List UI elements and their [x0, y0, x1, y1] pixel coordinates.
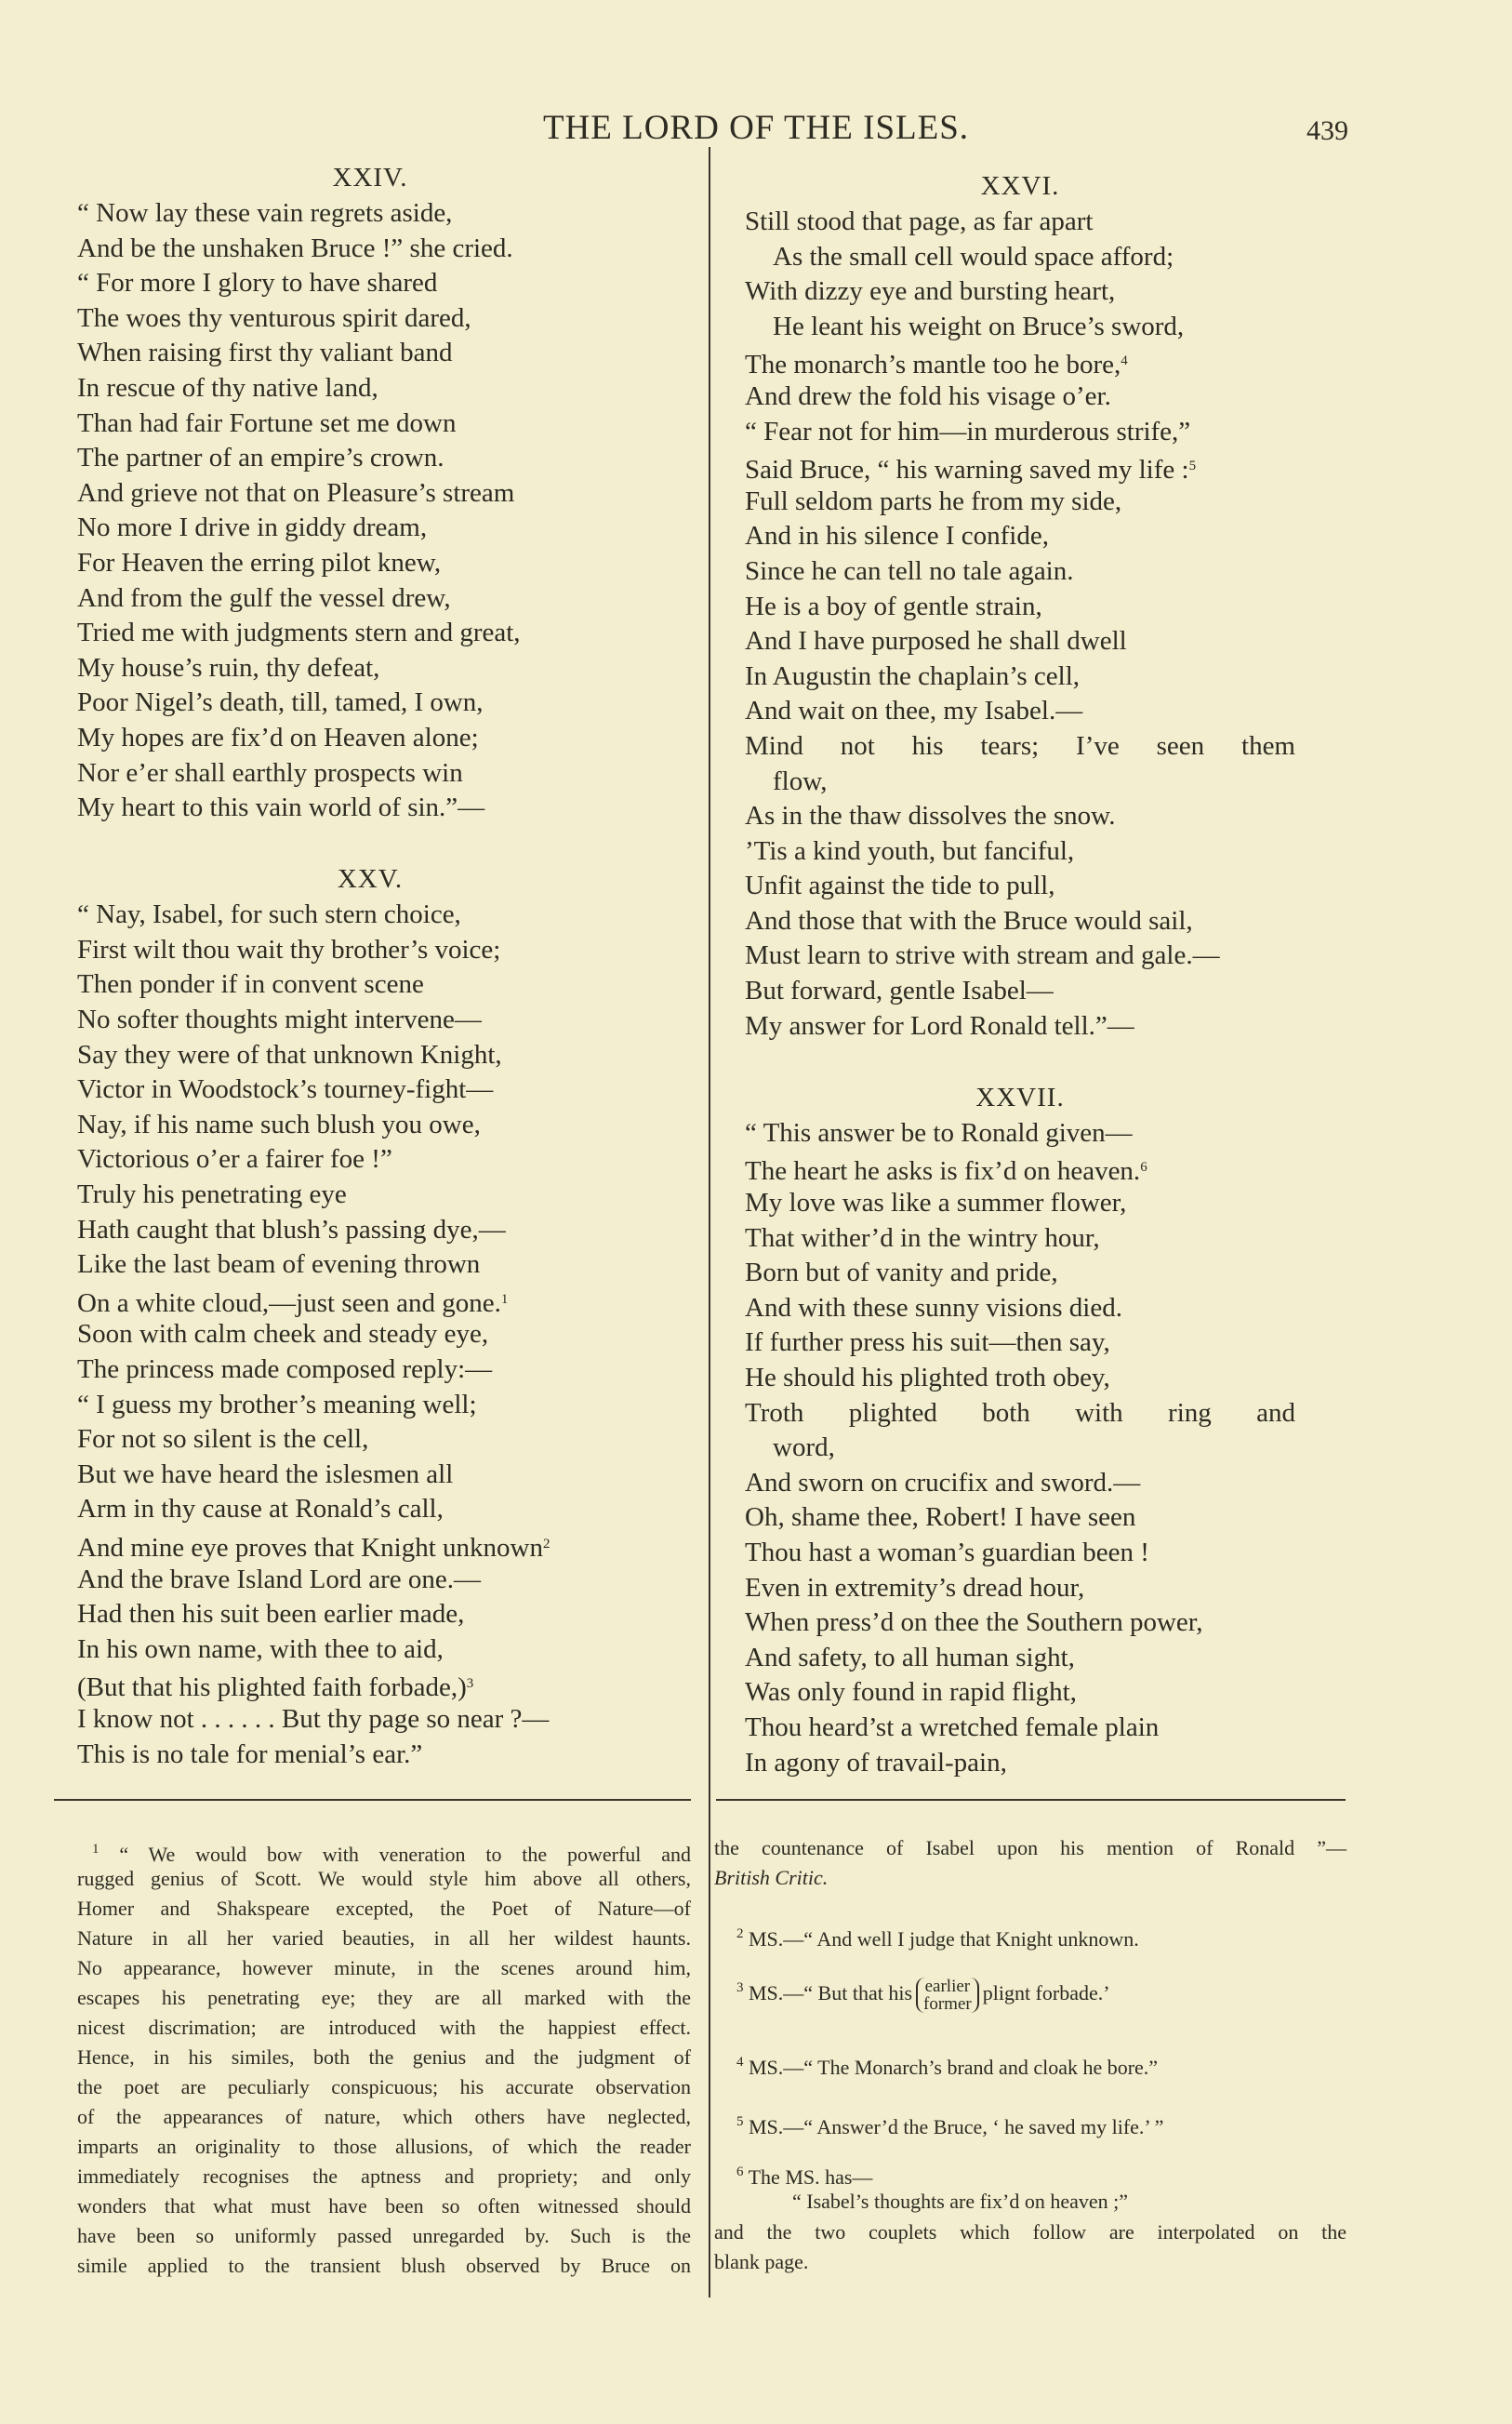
footnote-marker: 6	[736, 2164, 744, 2179]
verse-line	[745, 380, 1295, 415]
footnote-marker: 5	[736, 2114, 744, 2129]
verse-line	[745, 1605, 1295, 1641]
footnote-text: wonders that what must have been so often witnessed should	[77, 2194, 691, 2218]
verse-text: And be the unshaken Bruce !” she cried.	[77, 233, 513, 263]
stanza-gap	[745, 1044, 1295, 1079]
footnote-quote: “ Isabel’s thoughts are fix’d on heaven ;”	[792, 2190, 1129, 2213]
verse-text: Thou heard’st a wretched female plain	[745, 1711, 1160, 1742]
source-title: British Critic.	[714, 1866, 829, 1889]
verse-line	[77, 1072, 663, 1108]
verse-text: Still stood that page, as far apart	[745, 206, 1094, 236]
footnote-5	[736, 2107, 1163, 2142]
verse-text: Victorious o’er a fairer foe !”	[77, 1144, 392, 1175]
verse-line	[77, 791, 663, 826]
verse-text: And in his silence I confide,	[745, 521, 1049, 552]
verse-text: My love was like a summer flower,	[745, 1188, 1127, 1219]
verse-text: That wither’d in the wintry hour,	[745, 1222, 1100, 1253]
footnote-text: of the appearances of nature, which others have neglected,	[77, 2105, 691, 2128]
footnote-reference[interactable]: 3	[466, 1676, 474, 1692]
verse-line	[745, 274, 1295, 310]
variant-bottom: former	[923, 1993, 972, 2014]
footnote-text: MS.—“ But that his	[749, 1981, 913, 2004]
verse-text: He should his plighted troth obey,	[745, 1363, 1110, 1392]
verse-text: My answer for Lord Ronald tell.”—	[745, 1010, 1134, 1041]
verse-line	[77, 686, 663, 721]
verse-line	[745, 1536, 1295, 1571]
footnote-line	[77, 1953, 691, 1983]
footnote-text: Hence, in his similes, both the genius and the judgment of	[77, 2045, 691, 2069]
footnote-marker: 2	[736, 1926, 744, 1941]
verse-line	[745, 205, 1295, 240]
footnote-reference[interactable]: 5	[1188, 459, 1197, 474]
verse-text: For not so silent is the cell,	[77, 1424, 369, 1455]
verse-line	[745, 1361, 1295, 1396]
verse-line	[77, 476, 663, 512]
footnote-line	[77, 2102, 691, 2132]
verse-line	[745, 1675, 1295, 1711]
footnote-reference[interactable]: 4	[1121, 353, 1128, 369]
verse-text: If further press his suit—then say,	[745, 1327, 1110, 1358]
verse-text: The woes thy venturous spirit dared,	[77, 302, 471, 333]
verse-text: “ Now lay these vain regrets aside,	[77, 198, 453, 228]
verse-text: Tried me with judgments stern and great,	[77, 618, 521, 648]
footnote-text: MS.—“ Answer’d the Bruce, ‘ he saved my life.’ ”	[749, 2115, 1164, 2138]
footnote-tail-line: and the two couplets which follow are interpolated on the	[714, 2220, 1346, 2244]
verse-line	[745, 765, 1295, 800]
verse-line	[745, 590, 1295, 625]
footnote-line	[77, 2221, 691, 2251]
verse-text: And grieve not that on Pleasure’s stream	[77, 477, 515, 508]
verse-text: And sworn on crucifix and sword.—	[745, 1467, 1141, 1498]
footnote-text: “ We would bow with veneration to the powerful and	[119, 1843, 692, 1866]
verse-text: And with these sunny visions died.	[745, 1292, 1122, 1323]
footnote-text: MS.—“ The Monarch’s brand and cloak he bore.”	[749, 2056, 1159, 2079]
verse-line	[77, 1317, 663, 1352]
verse-text: Then ponder if in convent scene	[77, 969, 424, 1000]
verse-line	[77, 196, 663, 232]
verse-text: No more I drive in giddy dream,	[77, 513, 428, 543]
footnote-line	[77, 1924, 691, 1953]
verse-line	[745, 974, 1295, 1009]
verse-line	[77, 1667, 663, 1702]
verse-text: With dizzy eye and bursting heart,	[745, 276, 1116, 307]
verse-text: No softer thoughts might intervene—	[77, 1005, 482, 1035]
verse-line	[77, 406, 663, 442]
footnote-continuation: the countenance of Isabel upon his mention of Ronald ”—	[714, 1836, 1346, 1859]
verse-text: The monarch’s mantle too he bore,	[745, 350, 1121, 380]
verse-line	[77, 301, 663, 337]
footnote-text: imparts an originality to those allusions, of which the reader	[77, 2135, 691, 2158]
verse-text: “ Fear not for him—in murderous strife,”	[745, 416, 1191, 446]
verse-text: Nor e’er shall earthly prospects win	[77, 757, 463, 788]
verse-line	[745, 344, 1295, 380]
verse-line	[745, 1256, 1295, 1291]
footnote-text: immediately recognises the aptness and propriety; and only	[77, 2164, 691, 2188]
verse-line	[745, 624, 1295, 659]
footnote-marker: 1	[92, 1842, 99, 1857]
verse-line	[77, 546, 663, 581]
verse-line	[745, 1711, 1295, 1746]
verse-line	[77, 1422, 663, 1458]
verse-text: He is a boy of gentle strain,	[745, 591, 1042, 621]
verse-line	[77, 1492, 663, 1527]
verse-line	[77, 1247, 663, 1283]
verse-text: Born but of vanity and pride,	[745, 1258, 1058, 1288]
footnote-line	[77, 2013, 691, 2043]
verse-text: For Heaven the erring pilot knew,	[77, 547, 442, 578]
verse-text: Mind not his tears; I’ve seen them	[745, 730, 1295, 761]
verse-text: My heart to this vain world of sin.”—	[77, 792, 485, 823]
footnote-reference[interactable]: 1	[500, 1291, 509, 1307]
verse-text: Than had fair Fortune set me down	[77, 407, 457, 438]
verse-line	[77, 1563, 663, 1598]
footnote-4	[736, 2047, 1158, 2083]
verse-text: Nay, if his name such blush you owe,	[77, 1109, 481, 1139]
verse-line	[77, 651, 663, 686]
verse-line	[77, 898, 663, 933]
poem-column-left	[77, 159, 663, 1772]
verse-line	[745, 1221, 1295, 1257]
footnote-rule-right	[716, 1799, 1346, 1801]
verse-line	[77, 1213, 663, 1248]
verse-text: Hath caught that blush’s passing dye,—	[77, 1214, 506, 1245]
verse-line	[77, 336, 663, 371]
verse-text: Full seldom parts he from my side,	[745, 486, 1122, 516]
verse-text: “ Nay, Isabel, for such stern choice,	[77, 899, 461, 930]
verse-text: As in the thaw dissolves the snow.	[745, 801, 1116, 832]
variant-brace	[916, 1978, 979, 2013]
verse-text: word,	[773, 1432, 835, 1463]
verse-line	[77, 1352, 663, 1388]
footnote-tail-line: blank page.	[714, 2250, 809, 2273]
verse-line	[77, 581, 663, 617]
stanza-number: XXIV.	[332, 163, 408, 193]
verse-text: This is no tale for menial’s ear.”	[77, 1738, 423, 1769]
verse-line	[745, 1325, 1295, 1361]
footnote-marker: 4	[736, 2055, 744, 2070]
footnote-3	[736, 1973, 1110, 2013]
footnote-line	[77, 1894, 691, 1924]
verse-line	[77, 371, 663, 406]
footnote-text: MS.—“ And well I judge that Knight unknown.	[749, 1927, 1139, 1951]
footnote-text: escapes his penetrating eye; they are all marked with the	[77, 1986, 691, 2009]
footnote-text: rugged genius of Scott. We would style him above all others,	[77, 1867, 691, 1890]
footnote-line	[77, 2162, 691, 2191]
verse-text: Even in extremity’s dread hour,	[745, 1572, 1085, 1603]
footnote-text: have been so uniformly passed unregarded by. Such is the	[77, 2224, 691, 2247]
verse-line	[77, 967, 663, 1003]
verse-line	[745, 869, 1295, 904]
poem-column-right	[745, 167, 1295, 1780]
verse-line	[77, 721, 663, 756]
footnote-source	[714, 1863, 828, 1893]
verse-text: And mine eye proves that Knight unknown	[77, 1532, 543, 1563]
footnote-text-after: plignt forbade.’	[982, 1981, 1110, 2004]
verse-line	[745, 519, 1295, 554]
verse-text: Like the last beam of evening thrown	[77, 1249, 481, 1280]
verse-text: My hopes are fix’d on Heaven alone;	[77, 722, 479, 753]
verse-text: In agony of travail-pain,	[745, 1747, 1007, 1778]
verse-text: Unfit against the tide to pull,	[745, 871, 1055, 901]
verse-line	[77, 1738, 663, 1773]
verse-text: He leant his weight on Bruce’s sword,	[773, 311, 1185, 341]
verse-text: On a white cloud,—just seen and gone.	[77, 1287, 501, 1318]
verse-line	[745, 449, 1295, 485]
verse-text: Poor Nigel’s death, till, tamed, I own,	[77, 687, 484, 718]
variant-top: earlier	[924, 1976, 971, 1996]
verse-text: And those that with the Bruce would sail,	[745, 905, 1193, 936]
verse-line	[77, 1142, 663, 1178]
verse-line	[77, 1283, 663, 1318]
verse-text: Truly his penetrating eye	[77, 1179, 347, 1210]
verse-line	[745, 834, 1295, 870]
verse-text: And from the gulf the vessel drew,	[77, 582, 451, 613]
verse-line	[745, 1746, 1295, 1781]
verse-text: Troth plighted both with ring and	[745, 1397, 1295, 1428]
verse-text: Arm in thy cause at Ronald’s call,	[77, 1494, 444, 1525]
verse-line	[745, 485, 1295, 520]
verse-line	[745, 1571, 1295, 1606]
verse-line	[745, 1396, 1295, 1432]
footnote-line	[77, 2072, 691, 2102]
stanza-gap	[77, 826, 663, 861]
verse-text: Soon with calm cheek and steady eye,	[77, 1319, 489, 1350]
verse-line	[745, 1466, 1295, 1501]
verse-line	[77, 1003, 663, 1038]
verse-text: In rescue of thy native land,	[77, 372, 378, 403]
verse-line	[745, 904, 1295, 939]
verse-text: The princess made composed reply:—	[77, 1354, 493, 1384]
verse-line	[745, 1431, 1295, 1466]
footnote-line	[77, 1983, 691, 2013]
verse-line	[77, 441, 663, 476]
page-number: 439	[1306, 115, 1348, 146]
verse-line	[745, 799, 1295, 834]
verse-text: “ For more I glory to have shared	[77, 268, 438, 299]
verse-line	[77, 1702, 663, 1738]
verse-line	[745, 694, 1295, 729]
verse-text: Said Bruce, “ his warning saved my life :	[745, 455, 1189, 486]
verse-line	[77, 616, 663, 651]
verse-text: “ This answer be to Ronald given—	[745, 1117, 1133, 1148]
verse-text: Since he can tell no tale again.	[745, 555, 1074, 586]
verse-line	[745, 729, 1295, 765]
footnote-reference[interactable]: 6	[1140, 1160, 1147, 1176]
verse-text: Say they were of that unknown Knight,	[77, 1039, 502, 1070]
verse-line	[77, 1527, 663, 1563]
verse-line	[77, 1108, 663, 1143]
verse-text: As the small cell would space afford;	[773, 241, 1174, 272]
verse-line	[77, 933, 663, 968]
verse-line	[77, 1458, 663, 1493]
verse-text: Victor in Woodstock’s tourney-fight—	[77, 1074, 494, 1105]
footnote-2	[736, 1919, 1139, 1954]
verse-line	[77, 266, 663, 301]
footnote-text: the poet are peculiarly conspicuous; his accurate observation	[77, 2075, 691, 2098]
verse-line	[745, 1500, 1295, 1536]
verse-line	[745, 1116, 1295, 1152]
verse-line	[745, 659, 1295, 695]
verse-line	[77, 1178, 663, 1213]
verse-text: When raising first thy valiant band	[77, 338, 453, 368]
verse-text: When press’d on thee the Southern power,	[745, 1607, 1203, 1638]
column-divider	[709, 147, 710, 2297]
verse-text: And safety, to all human sight,	[745, 1642, 1075, 1672]
verse-text: First wilt thou wait thy brother’s voice;	[77, 934, 501, 965]
verse-text: And the brave Island Lord are one.—	[77, 1564, 482, 1594]
verse-line	[77, 511, 663, 546]
verse-text: (But that his plighted faith forbade,)	[77, 1672, 467, 1703]
stanza-number: XXVII.	[975, 1082, 1065, 1112]
verse-text: And wait on thee, my Isabel.—	[745, 696, 1083, 726]
verse-line	[745, 1151, 1295, 1186]
verse-text: Thou hast a woman’s guardian been !	[745, 1537, 1149, 1567]
footnote-marker: 3	[736, 1980, 744, 1995]
verse-text: But forward, gentle Isabel—	[745, 976, 1054, 1006]
verse-text: Must learn to strive with stream and gale.—	[745, 940, 1220, 971]
verse-text: Had then his suit been earlier made,	[77, 1599, 465, 1630]
verse-line	[745, 1641, 1295, 1676]
footnote-text: Nature in all her varied beauties, in all her wildest haunts.	[77, 1926, 691, 1950]
footnote-line	[77, 2043, 691, 2072]
verse-line	[77, 1038, 663, 1073]
verse-line	[745, 1009, 1295, 1045]
footnote-text: No appearance, however minute, in the scenes around him,	[77, 1956, 691, 1979]
verse-text: Oh, shame thee, Robert! I have seen	[745, 1502, 1136, 1533]
stanza-number: XXVI.	[980, 171, 1060, 201]
footnote-text: The MS. has—	[748, 2165, 873, 2189]
verse-line	[745, 240, 1295, 275]
verse-text: I know not . . . . . . But thy page so near ?—	[77, 1703, 550, 1734]
verse-line	[77, 756, 663, 792]
footnote-line	[77, 2191, 691, 2221]
verse-text: But we have heard the islesmen all	[77, 1458, 454, 1489]
footnote-line	[77, 1834, 691, 1864]
footnote-line	[77, 2132, 691, 2162]
verse-text: Was only found in rapid flight,	[745, 1677, 1077, 1708]
footnotes-left	[77, 1834, 691, 2281]
stanza-number: XXV.	[337, 864, 404, 895]
verse-line	[745, 415, 1295, 450]
verse-line	[77, 1597, 663, 1632]
verse-text: ’Tis a kind youth, but fanciful,	[745, 835, 1075, 866]
footnote-reference[interactable]: 2	[542, 1536, 550, 1552]
footnote-line	[77, 2251, 691, 2281]
verse-line	[745, 1186, 1295, 1221]
verse-text: And drew the fold his visage o’er.	[745, 380, 1111, 411]
verse-text: The partner of an empire’s crown.	[77, 443, 444, 473]
verse-text: And I have purposed he shall dwell	[745, 626, 1127, 657]
verse-line	[77, 1632, 663, 1668]
footnote-text: simile applied to the transient blush observed by Bruce on	[77, 2254, 691, 2277]
running-title: THE LORD OF THE ISLES.	[542, 109, 970, 147]
footnote-line	[77, 1864, 691, 1894]
verse-text: In his own name, with thee to aid,	[77, 1633, 444, 1664]
verse-line	[745, 554, 1295, 590]
verse-line	[77, 232, 663, 267]
verse-text: The heart he asks is fix’d on heaven.	[745, 1156, 1141, 1187]
verse-line	[745, 310, 1295, 345]
footnote-text: Homer and Shakspeare excepted, the Poet of Nature—of	[77, 1897, 691, 1920]
verse-text: “ I guess my brother’s meaning well;	[77, 1389, 477, 1419]
footnote-text: nicest discrimation; are introduced with the happiest effect.	[77, 2016, 691, 2039]
verse-text: In Augustin the chaplain’s cell,	[745, 660, 1081, 691]
verse-line	[745, 1291, 1295, 1326]
verse-line	[745, 939, 1295, 974]
verse-text: My house’s ruin, thy defeat,	[77, 652, 380, 683]
verse-line	[77, 1388, 663, 1423]
verse-text: flow,	[773, 766, 828, 796]
footnote-rule-left	[54, 1799, 691, 1801]
